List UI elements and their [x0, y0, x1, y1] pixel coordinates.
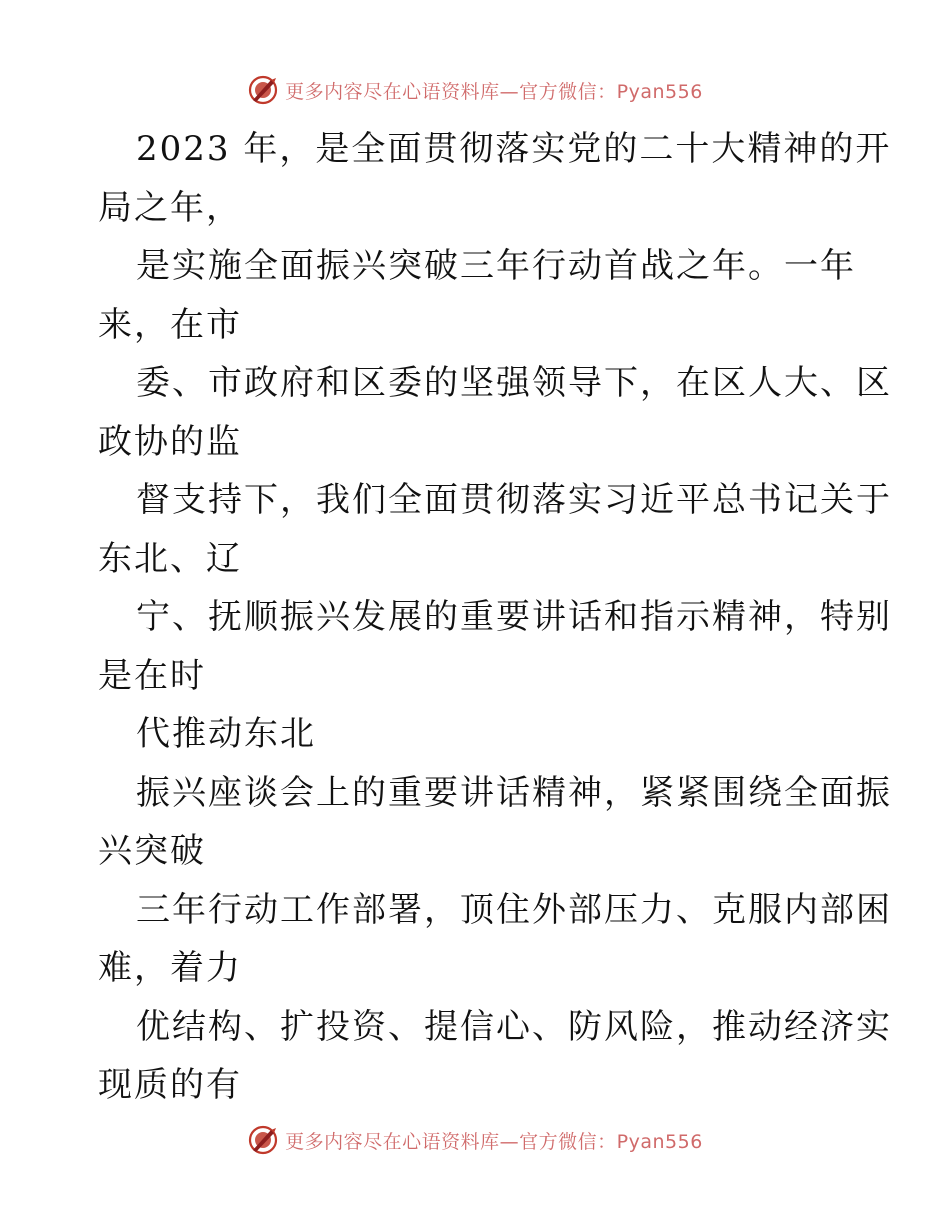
text-line: 政协的监 [98, 421, 242, 462]
text-line: 难，着力 [98, 948, 242, 988]
header-watermark [0, 70, 950, 110]
text-line: 局之年， [98, 187, 242, 228]
text-line: 督支持下，我们全面贯彻落实习近平总书记关于 [136, 480, 892, 520]
text-line: 东北、辽 [98, 538, 242, 579]
pen-logo-icon [247, 1124, 279, 1156]
text-line: 三年行动工作部署，顶住外部压力、克服内部困 [136, 889, 892, 930]
text-line: 代推动东北 [136, 714, 316, 754]
pen-logo-icon [247, 74, 279, 106]
text-line: 现质的有 [98, 1065, 242, 1105]
text-line: 振兴座谈会上的重要讲话精神，紧紧围绕全面振 [136, 772, 892, 813]
text-line: 兴突破 [98, 831, 206, 871]
text-line: 是在时 [98, 655, 206, 696]
footer-watermark-text: 更多内容尽在心语资料库—官方微信：Pyan556 [285, 1130, 703, 1153]
header-watermark-text: 更多内容尽在心语资料库—官方微信：Pyan556 [285, 80, 703, 103]
text-line: 2023 年，是全面贯彻落实党的二十大精神的开 [136, 129, 892, 169]
text-line: 来，在市 [98, 304, 242, 345]
text-line: 优结构、扩投资、提信心、防风险，推动经济实 [136, 1006, 892, 1047]
footer-watermark [0, 1120, 950, 1160]
text-line: 宁、抚顺振兴发展的重要讲话和指示精神，特别 [136, 597, 892, 637]
text-line: 委、市政府和区委的坚强领导下，在区人大、区 [136, 363, 892, 403]
text-line: 是实施全面振兴突破三年行动首战之年。一年 [136, 246, 856, 286]
document-body [98, 120, 892, 1115]
